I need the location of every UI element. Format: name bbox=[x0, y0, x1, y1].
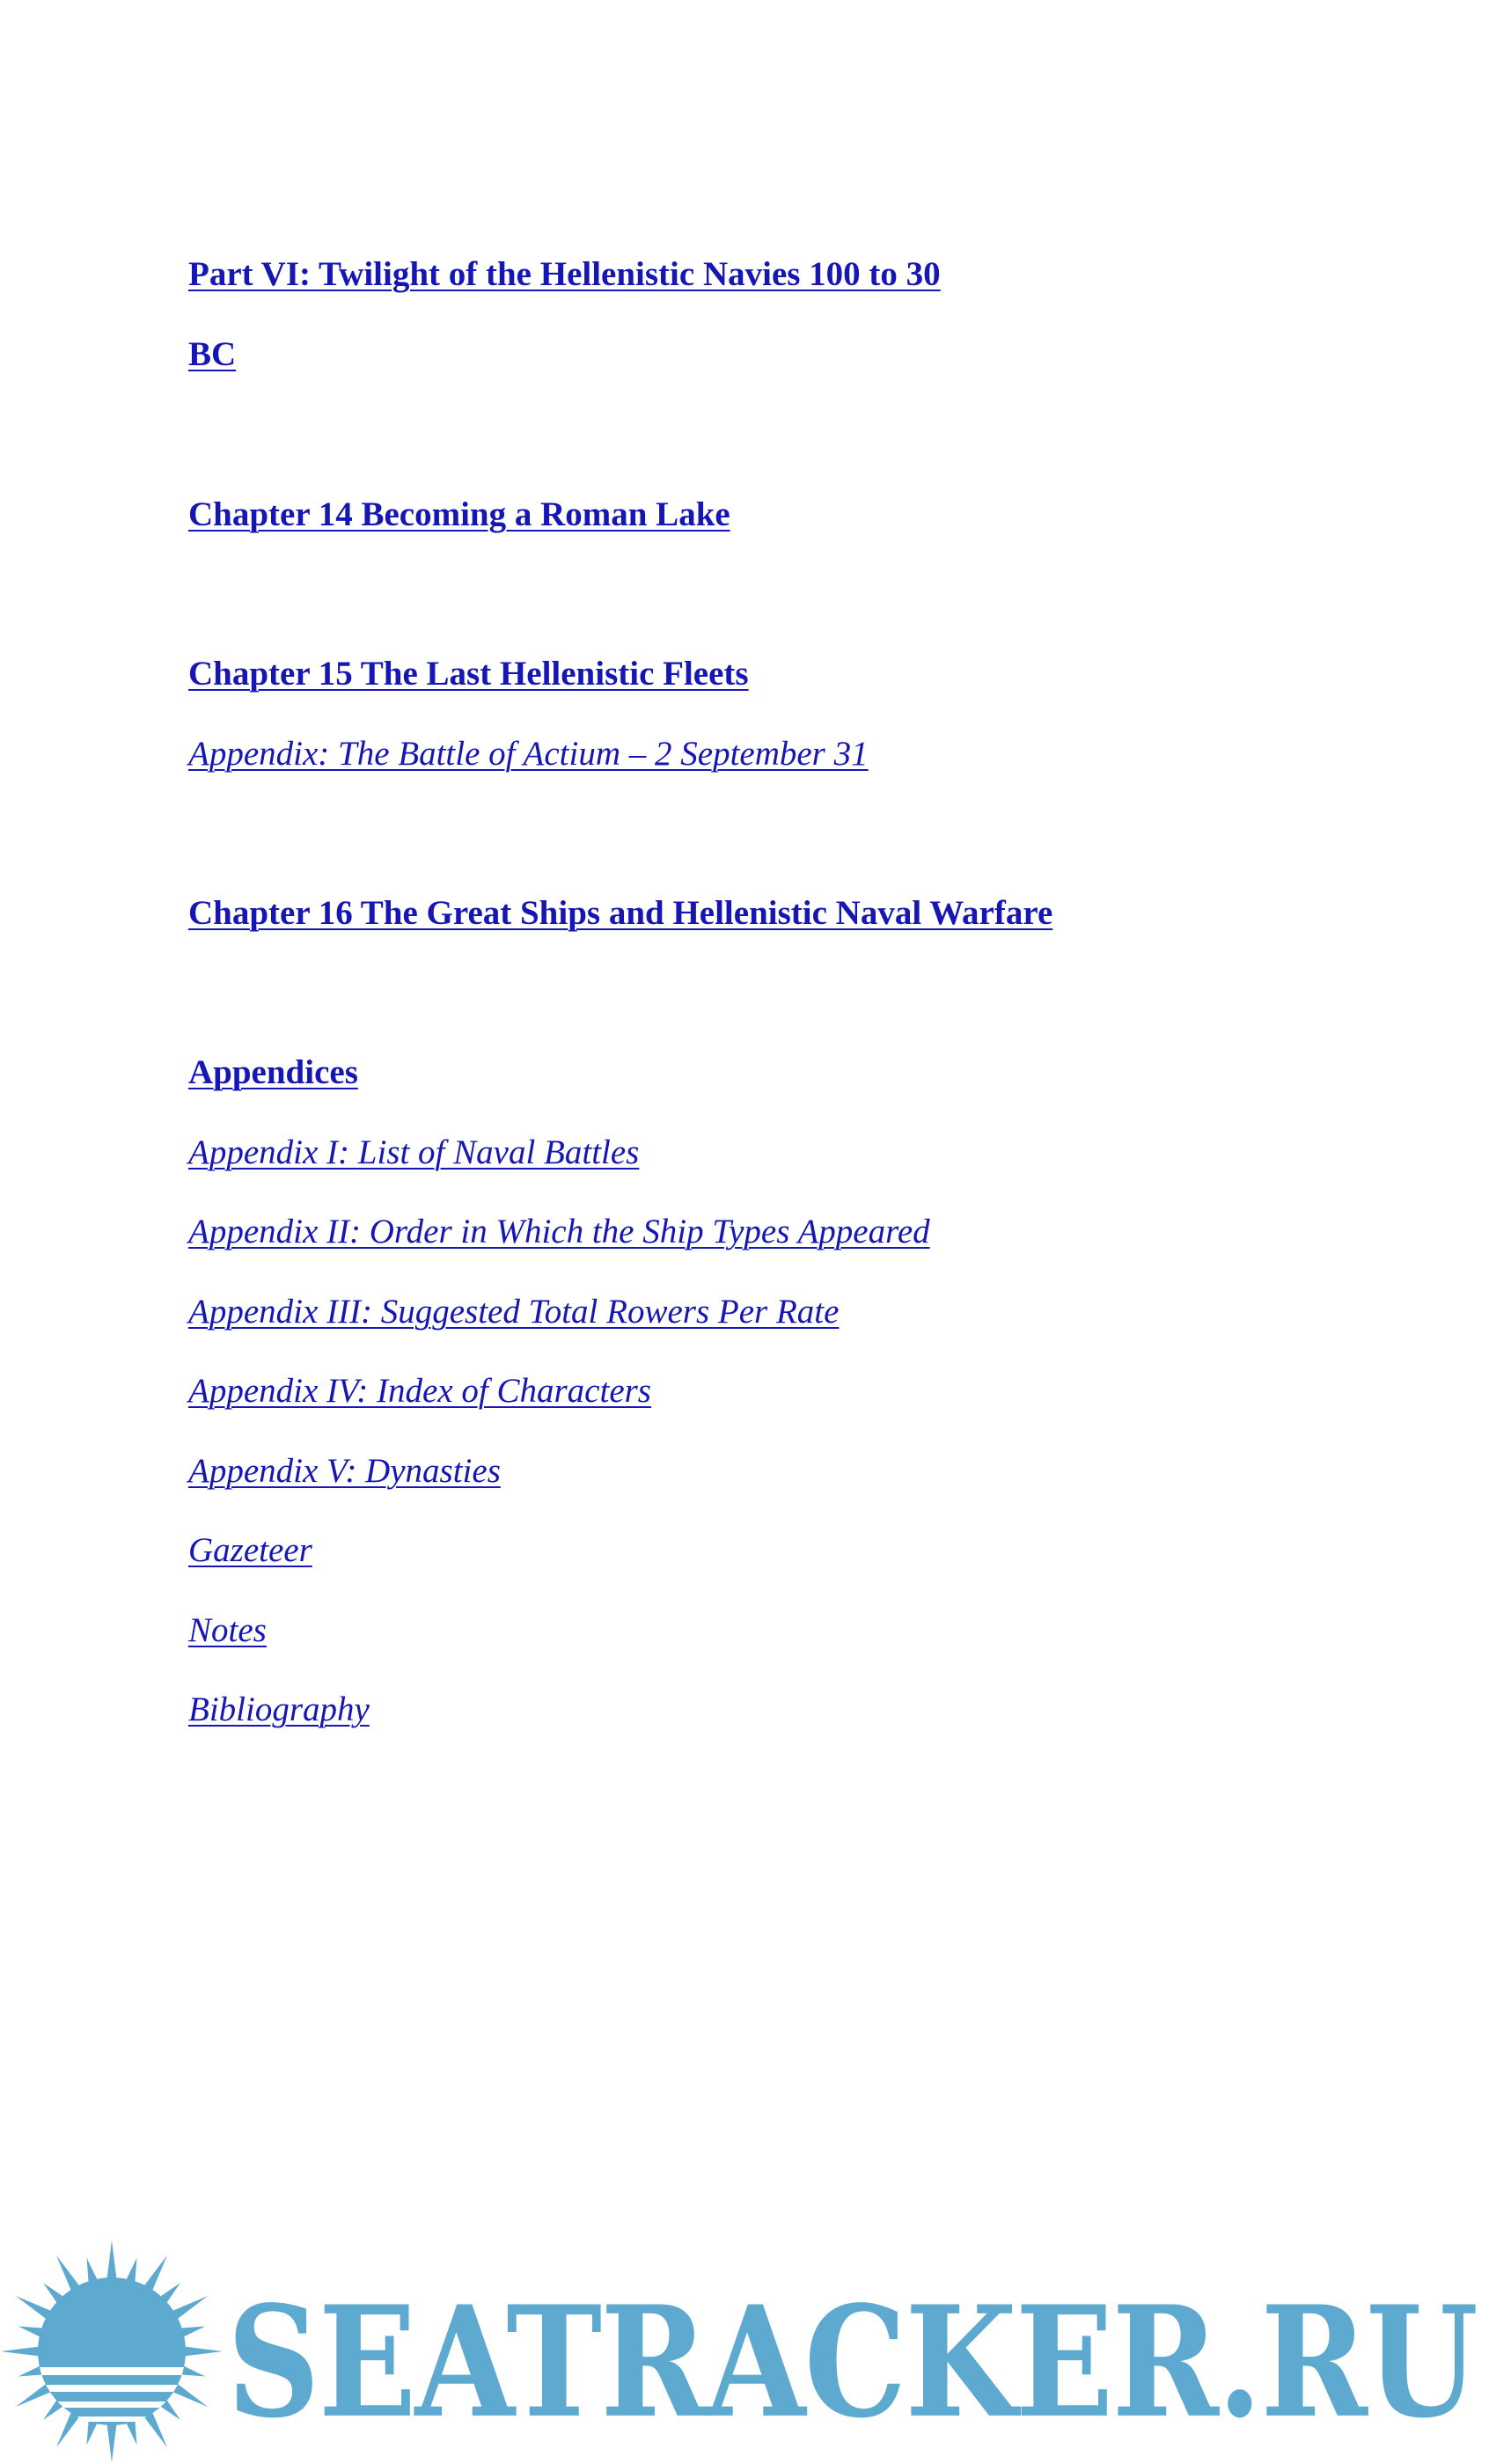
sun-ray bbox=[106, 2422, 117, 2462]
toc-chapter-15-link[interactable]: Chapter 15 The Last Hellenistic Fleets bbox=[188, 655, 749, 693]
toc-bibliography-link[interactable]: Bibliography bbox=[188, 1690, 370, 1728]
sun-ray bbox=[106, 2240, 117, 2281]
sun-ray bbox=[1, 2346, 41, 2357]
toc-appendices-link[interactable]: Appendices bbox=[188, 1053, 358, 1091]
toc-appendix-1-link[interactable]: Appendix I: List of Naval Battles bbox=[188, 1133, 640, 1171]
toc-appendix-5-link[interactable]: Appendix V: Dynasties bbox=[188, 1452, 501, 1490]
toc-appendix-actium-link[interactable]: Appendix: The Battle of Actium – 2 September 31 bbox=[188, 735, 869, 773]
sun-ray bbox=[182, 2346, 223, 2357]
sun-icon bbox=[0, 2235, 224, 2464]
toc-part-6-link[interactable]: Part VI: Twilight of the Hellenistic Navies 100 to 30 bbox=[188, 255, 941, 293]
toc-appendix-4-link[interactable]: Appendix IV: Index of Characters bbox=[188, 1372, 651, 1410]
toc-chapter-16-link[interactable]: Chapter 16 The Great Ships and Hellenistic Naval Warfare bbox=[188, 894, 1053, 932]
toc-appendix-2-link[interactable]: Appendix II: Order in Which the Ship Types Appeared bbox=[188, 1213, 930, 1250]
watermark-text: SEATRACKER.RU bbox=[227, 2272, 1478, 2453]
toc-appendix-3-link[interactable]: Appendix III: Suggested Total Rowers Per Rate bbox=[188, 1293, 840, 1331]
toc-notes-link[interactable]: Notes bbox=[188, 1611, 267, 1649]
toc-gazeteer-link[interactable]: Gazeteer bbox=[188, 1531, 312, 1569]
watermark bbox=[0, 2235, 1496, 2464]
toc-chapter-14-link[interactable]: Chapter 14 Becoming a Roman Lake bbox=[188, 495, 730, 533]
toc-part-6-link-continued[interactable]: BC bbox=[188, 335, 237, 373]
